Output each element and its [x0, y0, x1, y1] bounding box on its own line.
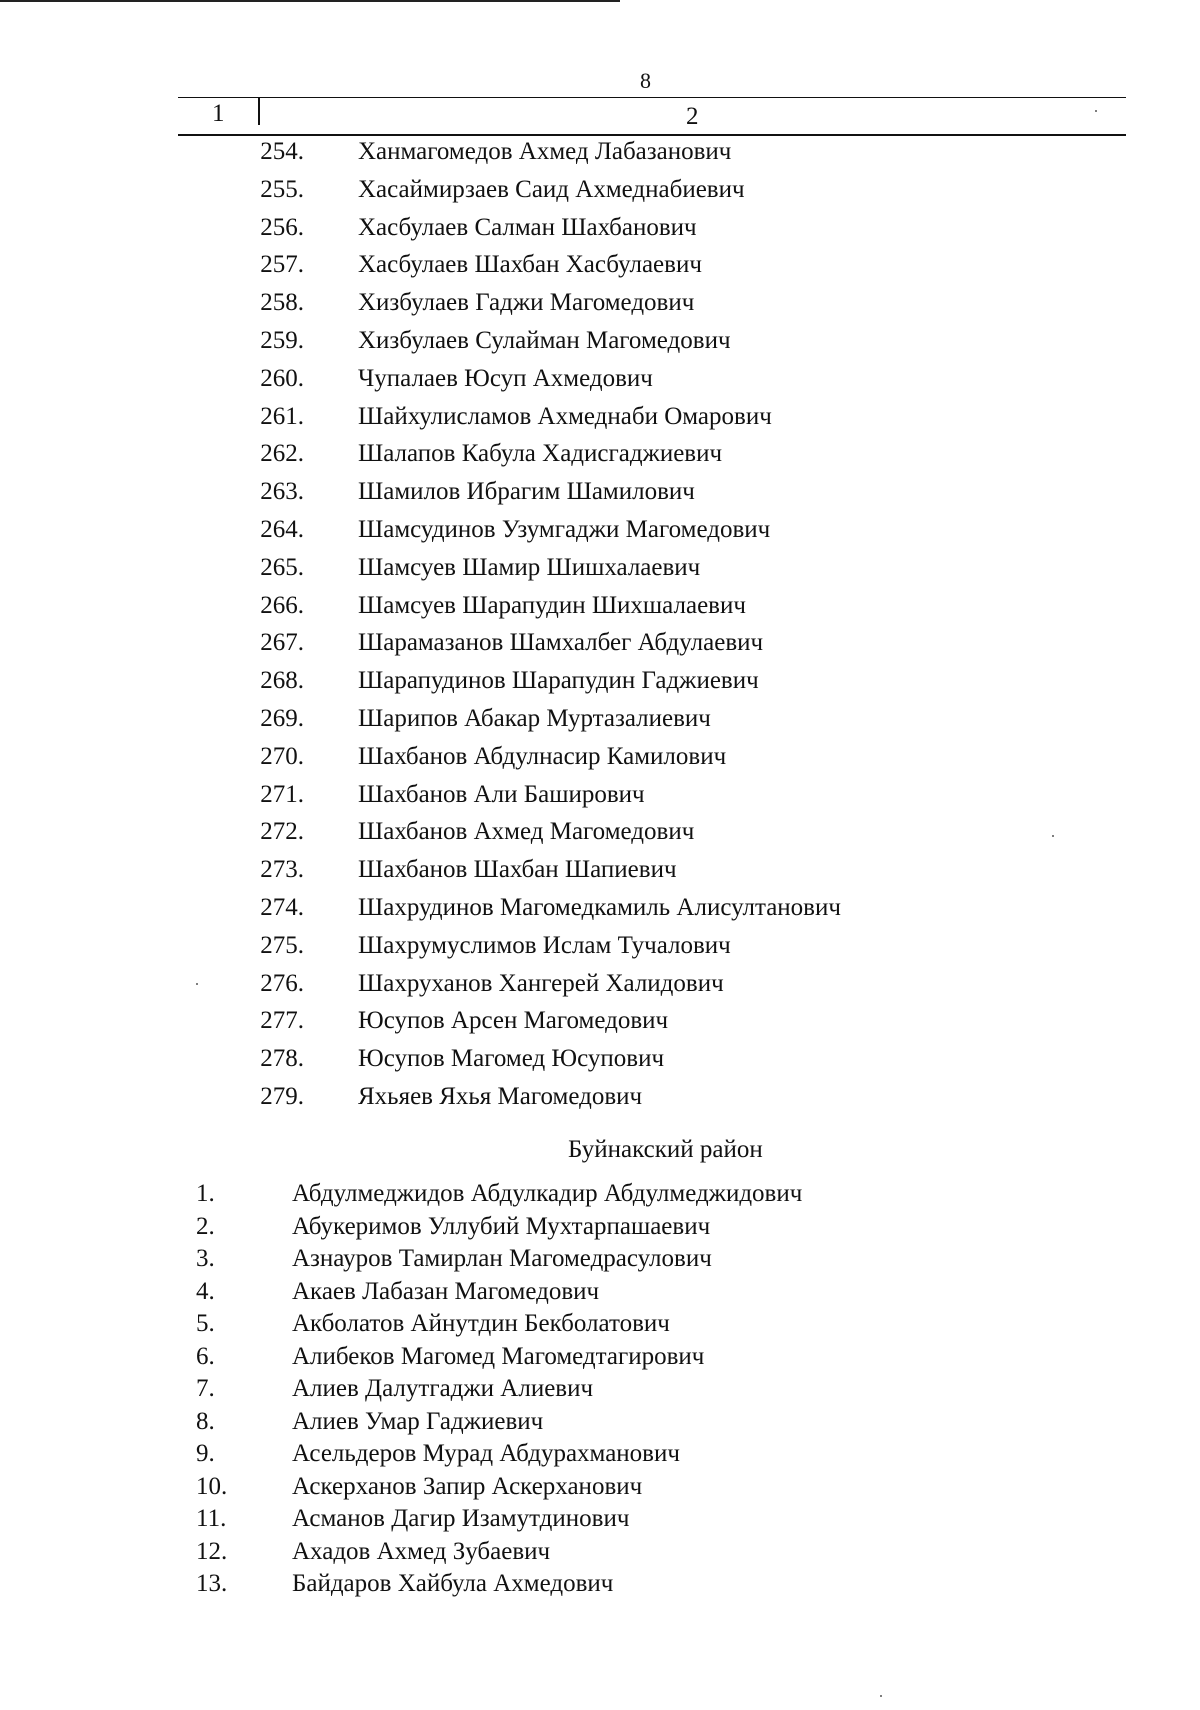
list-row — [178, 1245, 1078, 1278]
row-number: 5. — [196, 1310, 215, 1337]
list-row — [178, 1505, 1078, 1538]
person-name: Шамсуев Шамир Шишхалаевич — [358, 553, 701, 581]
row-number: 255. — [260, 175, 304, 203]
list-row — [178, 403, 1078, 441]
row-number: 263. — [260, 478, 304, 506]
row-number: 271. — [260, 780, 304, 808]
row-number: 3. — [196, 1245, 215, 1272]
person-name: Алибеков Магомед Магомедтагирович — [292, 1342, 705, 1370]
person-name: Шайхулисламов Ахмеднаби Омарович — [358, 402, 772, 430]
header-bottom-rule — [178, 134, 1126, 136]
person-name: Алиев Умар Гаджиевич — [292, 1407, 544, 1435]
list-row — [178, 629, 1078, 667]
person-name: Шалапов Кабула Хадисгаджиевич — [358, 440, 723, 468]
column-header-number: 1 — [212, 100, 225, 127]
row-number: 258. — [260, 289, 304, 317]
list-row — [178, 478, 1078, 516]
row-number: 273. — [260, 856, 304, 884]
person-name: Шамсуев Шарапудин Шихшалаевич — [358, 591, 746, 619]
person-name: Абдулмеджидов Абдулкадир Абдулмеджидович — [292, 1180, 803, 1207]
person-name: Хизбулаев Сулайман Магомедович — [358, 326, 731, 354]
section-title: Буйнакский район — [568, 1136, 763, 1163]
list-row — [178, 1440, 1078, 1473]
list-row — [178, 176, 1078, 214]
person-name: Байдаров Хайбула Ахмедович — [292, 1570, 614, 1597]
list-row — [178, 1045, 1078, 1083]
list-row — [178, 1278, 1078, 1311]
person-name: Акаев Лабазан Магомедович — [292, 1277, 600, 1305]
person-name: Юсупов Арсен Магомедович — [358, 1007, 669, 1035]
row-number: 277. — [260, 1007, 304, 1035]
row-number: 270. — [260, 742, 304, 770]
page-number: 8 — [640, 68, 651, 93]
row-number: 279. — [260, 1082, 304, 1110]
list-row — [178, 1310, 1078, 1343]
row-number: 8. — [196, 1407, 215, 1435]
list-row — [178, 327, 1078, 365]
person-name: Шамсудинов Узумгаджи Магомедович — [358, 515, 771, 543]
person-name: Шарапудинов Шарапудин Гаджиевич — [358, 667, 759, 695]
person-name: Шахбанов Абдулнасир Камилович — [358, 742, 727, 770]
person-name: Шарамазанов Шамхалбег Абдулаевич — [358, 629, 764, 657]
row-number: 268. — [260, 667, 304, 695]
name-list-district — [178, 1180, 1078, 1603]
column-header-name: 2 — [686, 103, 699, 130]
list-row — [178, 516, 1078, 554]
person-name: Азнауров Тамирлан Магомедрасулович — [292, 1245, 712, 1272]
person-name: Шахруханов Хангерей Халидович — [358, 969, 724, 997]
scan-edge-line — [0, 0, 620, 2]
list-row — [178, 138, 1078, 176]
person-name: Юсупов Магомед Юсупович — [358, 1045, 665, 1073]
list-row — [178, 667, 1078, 705]
person-name: Шарипов Абакар Муртазалиевич — [358, 704, 711, 732]
list-row — [178, 554, 1078, 592]
row-number: 256. — [260, 213, 304, 241]
person-name: Хасбулаев Шахбан Хасбулаевич — [358, 251, 702, 279]
list-row — [178, 932, 1078, 970]
row-number: 7. — [196, 1375, 215, 1402]
list-row — [178, 705, 1078, 743]
row-number: 261. — [260, 402, 304, 430]
person-name: Хизбулаев Гаджи Магомедович — [358, 289, 695, 317]
row-number: 1. — [196, 1180, 215, 1207]
row-number: 2. — [196, 1212, 215, 1240]
person-name: Шахрудинов Магомедкамиль Алисултанович — [358, 893, 841, 921]
person-name: Асманов Дагир Изамутдинович — [292, 1505, 630, 1532]
person-name: Шамилов Ибрагим Шамилович — [358, 478, 695, 506]
person-name: Аскерханов Запир Аскерханович — [292, 1472, 643, 1500]
row-number: 260. — [260, 364, 304, 392]
person-name: Шахрумуслимов Ислам Тучалович — [358, 931, 731, 959]
row-number: 274. — [260, 893, 304, 921]
list-row — [178, 781, 1078, 819]
scan-speck — [196, 983, 198, 985]
row-number: 257. — [260, 251, 304, 279]
row-number: 10. — [196, 1472, 228, 1500]
person-name: Алиев Далутгаджи Алиевич — [292, 1375, 594, 1402]
person-name: Акболатов Айнутдин Бекболатович — [292, 1310, 670, 1337]
name-list-continued — [178, 138, 1078, 1121]
list-row — [178, 894, 1078, 932]
row-number: 264. — [260, 515, 304, 543]
person-name: Ахадов Ахмед Зубаевич — [292, 1537, 551, 1565]
row-number: 13. — [196, 1570, 228, 1597]
list-row — [178, 1007, 1078, 1045]
list-row — [178, 214, 1078, 252]
list-row — [178, 1570, 1078, 1603]
row-number: 6. — [196, 1342, 215, 1370]
list-row — [178, 1538, 1078, 1571]
person-name: Чупалаев Юсуп Ахмедович — [358, 364, 653, 392]
list-row — [178, 1083, 1078, 1121]
row-number: 259. — [260, 326, 304, 354]
header-column-divider — [258, 97, 260, 125]
person-name: Шахбанов Ахмед Магомедович — [358, 818, 695, 846]
row-number: 262. — [260, 440, 304, 468]
person-name: Асельдеров Мурад Абдурахманович — [292, 1440, 680, 1467]
scan-speck — [1052, 835, 1054, 837]
list-row — [178, 592, 1078, 630]
list-row — [178, 440, 1078, 478]
person-name: Шахбанов Али Баширович — [358, 780, 645, 808]
scan-speck — [1095, 110, 1097, 112]
list-row — [178, 365, 1078, 403]
list-row — [178, 743, 1078, 781]
person-name: Абукеримов Уллубий Мухтарпашаевич — [292, 1212, 711, 1240]
person-name: Ханмагомедов Ахмед Лабазанович — [358, 138, 732, 165]
row-number: 266. — [260, 591, 304, 619]
row-number: 4. — [196, 1277, 215, 1305]
list-row — [178, 1180, 1078, 1213]
person-name: Хасбулаев Салман Шахбанович — [358, 213, 697, 241]
row-number: 265. — [260, 553, 304, 581]
person-name: Яхьяев Яхья Магомедович — [358, 1082, 643, 1110]
list-row — [178, 1473, 1078, 1506]
row-number: 9. — [196, 1440, 215, 1467]
list-row — [178, 970, 1078, 1008]
row-number: 269. — [260, 704, 304, 732]
list-row — [178, 289, 1078, 327]
person-name: Шахбанов Шахбан Шапиевич — [358, 856, 677, 884]
list-row — [178, 1408, 1078, 1441]
row-number: 267. — [260, 629, 304, 657]
list-row — [178, 1213, 1078, 1246]
row-number: 278. — [260, 1045, 304, 1073]
table-column-header — [178, 97, 1126, 135]
list-row — [178, 1343, 1078, 1376]
header-top-rule — [178, 97, 1126, 98]
row-number: 11. — [196, 1505, 227, 1532]
scan-speck — [880, 1695, 882, 1697]
list-row — [178, 251, 1078, 289]
list-row — [178, 856, 1078, 894]
person-name: Хасаймирзаев Саид Ахмеднабиевич — [358, 175, 745, 203]
row-number: 272. — [260, 818, 304, 846]
list-row — [178, 1375, 1078, 1408]
row-number: 254. — [260, 138, 304, 165]
list-row — [178, 818, 1078, 856]
row-number: 276. — [260, 969, 304, 997]
row-number: 12. — [196, 1537, 228, 1565]
row-number: 275. — [260, 931, 304, 959]
